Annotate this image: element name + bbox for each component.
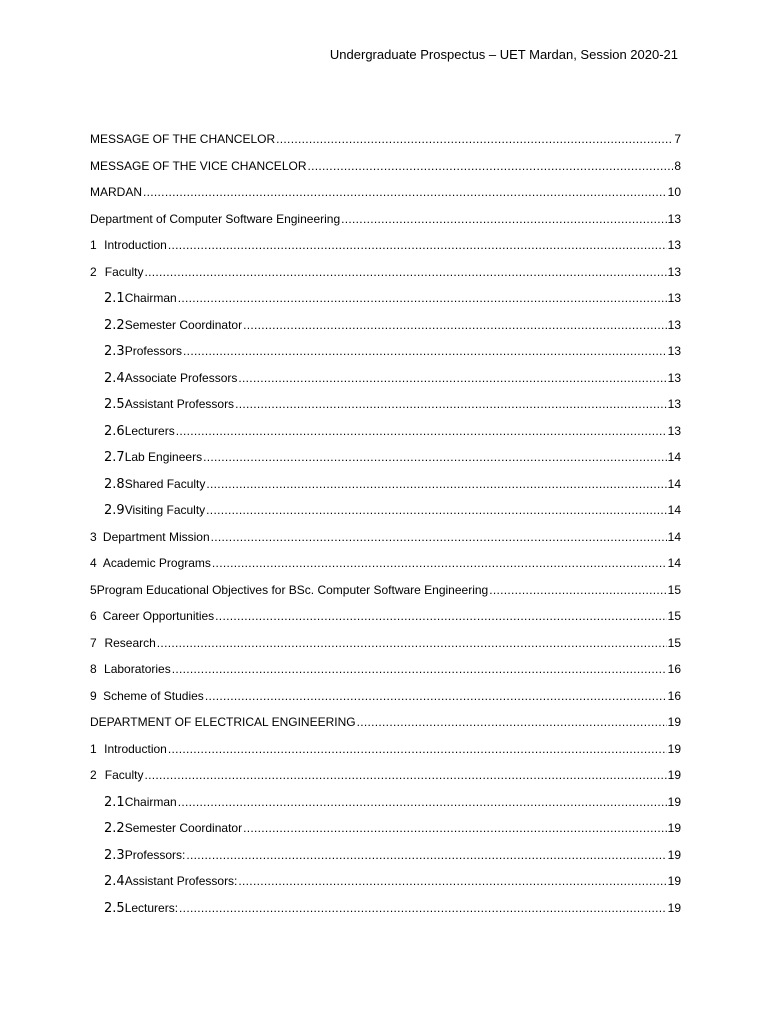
toc-entry[interactable]: [90, 449, 681, 476]
toc-entry-page-number: 15: [667, 635, 681, 650]
toc-entry-title[interactable]: Chairman: [124, 291, 177, 305]
toc-entry[interactable]: [90, 794, 681, 821]
toc-leader-dots: [178, 290, 667, 307]
toc-leader-dots: [144, 767, 666, 784]
toc-entry[interactable]: [90, 158, 681, 185]
toc-entry[interactable]: [90, 502, 681, 529]
toc-entry-number: 7: [90, 635, 97, 650]
toc-entry-page-number: 19: [667, 900, 681, 915]
toc-leader-dots: [183, 343, 667, 360]
toc-entry-number: 2: [90, 264, 97, 279]
toc-entry-page-number: 14: [667, 556, 681, 570]
toc-entry-page-number: 7: [674, 132, 681, 146]
toc-entry[interactable]: [90, 688, 681, 715]
toc-entry-number: 1: [90, 741, 97, 756]
toc-leader-dots: [178, 794, 667, 811]
toc-leader-dots: [215, 608, 666, 625]
toc-leader-dots: [179, 900, 667, 917]
toc-leader-dots: [186, 847, 666, 864]
toc-entry-title[interactable]: Assistant Professors:: [124, 874, 238, 888]
toc-entry-number: 2.9: [104, 503, 125, 518]
toc-entry[interactable]: [90, 264, 681, 291]
toc-entry-number: 2.6: [104, 423, 125, 439]
toc-entry-title[interactable]: Lab Engineers: [124, 450, 203, 464]
toc-entry-page-number: 13: [667, 238, 681, 252]
toc-entry-page-number: 10: [667, 185, 681, 199]
toc-leader-dots: [143, 184, 667, 201]
toc-entry-page-number: 19: [667, 794, 681, 809]
toc-entry-number: 2.2: [104, 821, 125, 836]
toc-leader-dots: [168, 741, 667, 758]
toc-entry-page-number: 19: [667, 768, 681, 782]
page-header: Undergraduate Prospectus – UET Mardan, Session 2020-21: [329, 47, 678, 62]
toc-entry-title[interactable]: Professors:: [124, 847, 186, 862]
toc-entry[interactable]: [90, 900, 681, 927]
toc-entry-page-number: 19: [667, 715, 681, 729]
toc-entry-title[interactable]: Department Mission: [102, 529, 210, 544]
toc-entry-title[interactable]: Faculty: [104, 264, 144, 279]
toc-entry[interactable]: [90, 661, 681, 688]
toc-leader-dots: [211, 529, 667, 546]
toc-leader-dots: [172, 661, 667, 678]
toc-entry-page-number: 13: [667, 370, 681, 385]
toc-entry[interactable]: [90, 847, 681, 874]
toc-leader-dots: [168, 237, 667, 254]
toc-entry-title[interactable]: Scheme of Studies: [103, 688, 204, 703]
toc-entry-number: 2.5: [104, 900, 125, 916]
toc-entry-number: 9: [90, 688, 97, 703]
toc-entry-page-number: 8: [674, 158, 681, 173]
toc-entry[interactable]: [90, 184, 681, 211]
toc-entry-number: 3: [90, 529, 97, 544]
toc-entry-number: 5: [90, 582, 97, 597]
toc-entry-page-number: 15: [667, 609, 681, 623]
toc-entry-title[interactable]: Career Opportunities: [102, 609, 215, 623]
toc-entry[interactable]: [90, 635, 681, 662]
toc-leader-dots: [205, 688, 667, 705]
toc-entry[interactable]: [90, 582, 681, 609]
table-of-contents: [90, 131, 681, 926]
toc-entry-page-number: 13: [667, 423, 681, 438]
toc-entry-title[interactable]: Introduction: [104, 741, 167, 756]
toc-entry[interactable]: [90, 396, 681, 423]
toc-leader-dots: [489, 582, 666, 599]
toc-entry-title[interactable]: Assistant Professors: [124, 397, 235, 411]
toc-entry-title[interactable]: Shared Faculty: [124, 476, 206, 491]
toc-entry-number: 2.7: [104, 450, 125, 465]
toc-entry-title[interactable]: Chairman: [124, 794, 177, 809]
toc-entry[interactable]: [90, 741, 681, 768]
toc-entry[interactable]: [90, 290, 681, 317]
toc-leader-dots: [357, 714, 667, 731]
toc-entry-title[interactable]: Associate Professors: [124, 370, 238, 385]
toc-leader-dots: [206, 476, 666, 493]
toc-entry-page-number: 15: [667, 582, 681, 597]
toc-entry[interactable]: [90, 529, 681, 556]
toc-entry-page-number: 14: [667, 503, 681, 517]
toc-entry-page-number: 13: [667, 264, 681, 279]
toc-entry-page-number: 19: [667, 741, 681, 756]
toc-entry-title[interactable]: Lecturers:: [124, 900, 179, 915]
toc-entry-number: 2.3: [104, 344, 125, 359]
toc-leader-dots: [308, 158, 674, 175]
toc-entry[interactable]: [90, 714, 681, 741]
toc-entry-page-number: 16: [667, 662, 681, 676]
toc-leader-dots: [243, 317, 667, 334]
toc-entry-title[interactable]: Academic Programs: [102, 556, 211, 570]
toc-entry[interactable]: [90, 423, 681, 450]
toc-entry[interactable]: [90, 767, 681, 794]
toc-leader-dots: [203, 449, 667, 466]
toc-entry-number: 4: [90, 556, 97, 570]
toc-entry-number: 2.1: [104, 291, 125, 306]
toc-entry-page-number: 19: [667, 847, 681, 862]
toc-entry-number: 6: [90, 609, 97, 623]
toc-entry-title[interactable]: MESSAGE OF THE VICE CHANCELOR: [90, 158, 307, 173]
toc-entry[interactable]: [90, 211, 681, 238]
toc-leader-dots: [238, 873, 666, 890]
toc-entry[interactable]: [90, 317, 681, 344]
toc-entry-number: 2: [90, 768, 97, 782]
toc-entry-number: 2.4: [104, 874, 125, 889]
toc-entry[interactable]: [90, 131, 681, 158]
toc-entry-title[interactable]: Department of Computer Software Engineering: [90, 211, 341, 226]
toc-entry-title[interactable]: MARDAN: [90, 185, 143, 199]
toc-entry-page-number: 19: [667, 821, 681, 835]
toc-entry-page-number: 16: [667, 688, 681, 703]
toc-entry-number: 2.4: [104, 370, 125, 386]
toc-entry-number: 1: [90, 238, 97, 252]
toc-entry-number: 2.8: [104, 476, 125, 492]
toc-entry-page-number: 19: [667, 874, 681, 888]
toc-entry[interactable]: [90, 820, 681, 847]
toc-entry[interactable]: [90, 608, 681, 635]
toc-entry-page-number: 14: [667, 476, 681, 491]
toc-entry-page-number: 13: [667, 317, 681, 332]
toc-leader-dots: [212, 555, 667, 572]
toc-entry-page-number: 13: [667, 344, 681, 358]
toc-entry-title[interactable]: Faculty: [104, 768, 144, 782]
toc-entry-title[interactable]: Lecturers: [124, 423, 175, 438]
toc-entry-page-number: 13: [667, 397, 681, 411]
toc-entry-title[interactable]: Semester Coordinator: [124, 821, 243, 835]
toc-leader-dots: [341, 211, 667, 228]
toc-entry-title[interactable]: MESSAGE OF THE CHANCELOR: [90, 132, 276, 146]
toc-entry-title[interactable]: Introduction: [104, 238, 167, 252]
toc-entry-number: 2.3: [104, 847, 125, 863]
toc-entry-number: 8: [90, 662, 97, 676]
toc-leader-dots: [243, 820, 667, 837]
toc-entry[interactable]: [90, 476, 681, 503]
toc-leader-dots: [157, 635, 667, 652]
toc-entry-title[interactable]: Program Educational Objectives for BSc. Computer Software Engineering: [96, 582, 489, 597]
toc-entry-title[interactable]: Professors: [124, 344, 183, 358]
toc-leader-dots: [176, 423, 667, 440]
toc-entry-title[interactable]: Visiting Faculty: [124, 503, 206, 517]
toc-entry[interactable]: [90, 343, 681, 370]
toc-entry[interactable]: [90, 873, 681, 900]
toc-entry[interactable]: [90, 237, 681, 264]
toc-entry[interactable]: [90, 555, 681, 582]
toc-entry-number: 2.2: [104, 317, 125, 333]
toc-leader-dots: [276, 131, 673, 148]
toc-entry[interactable]: [90, 370, 681, 397]
toc-entry-title[interactable]: Research: [104, 635, 156, 650]
toc-entry-title[interactable]: Laboratories: [104, 662, 171, 676]
toc-entry-page-number: 13: [667, 211, 681, 226]
toc-entry-page-number: 13: [667, 291, 681, 305]
toc-leader-dots: [144, 264, 666, 281]
toc-entry-number: 2.5: [104, 397, 125, 412]
toc-leader-dots: [235, 396, 667, 413]
toc-leader-dots: [206, 502, 666, 519]
toc-entry-title[interactable]: DEPARTMENT OF ELECTRICAL ENGINEERING: [90, 715, 356, 729]
toc-entry-page-number: 14: [667, 529, 681, 544]
toc-entry-page-number: 14: [667, 450, 681, 464]
toc-leader-dots: [238, 370, 666, 387]
toc-entry-number: 2.1: [104, 794, 125, 810]
toc-entry-title[interactable]: Semester Coordinator: [124, 317, 243, 332]
